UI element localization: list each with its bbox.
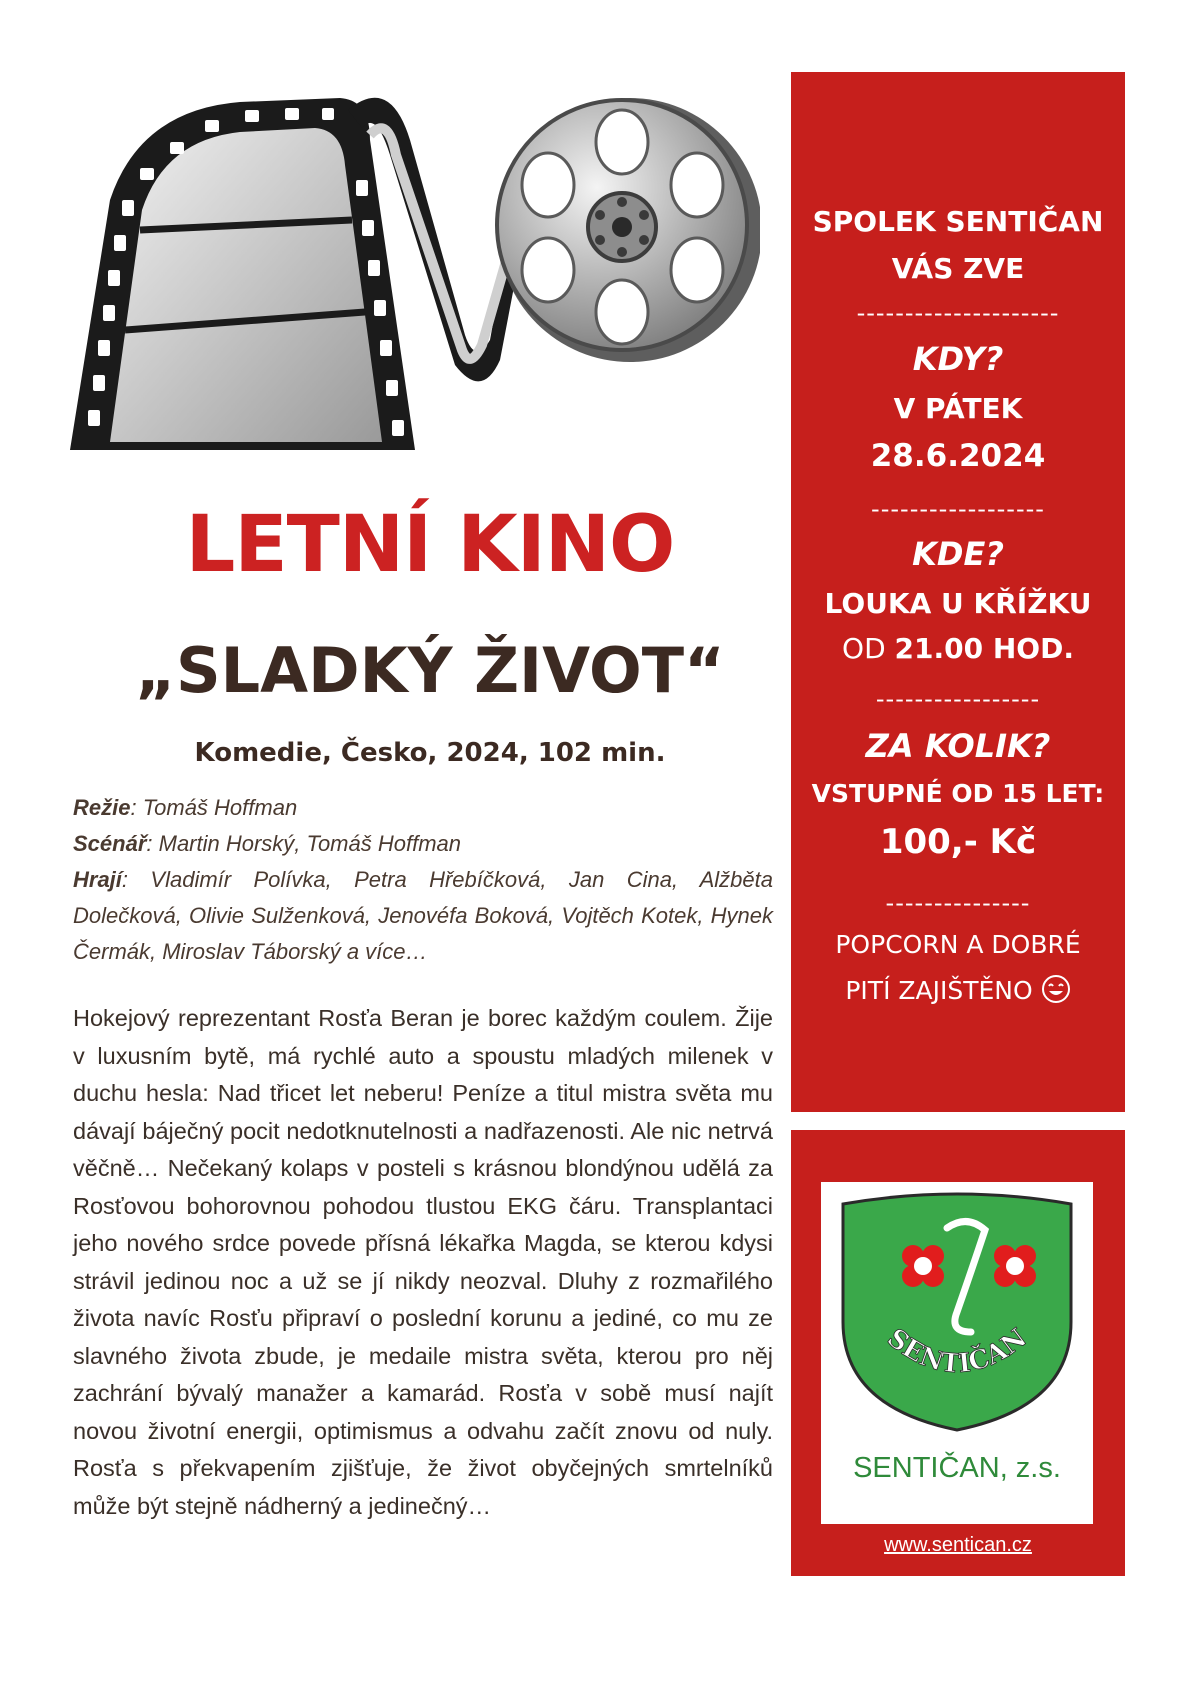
- price-heading: ZA KOLIK?: [865, 727, 1051, 765]
- price-label: VSTUPNÉ OD 15 LET:: [811, 779, 1105, 808]
- price-value: 100,- Kč: [879, 822, 1037, 862]
- event-info-panel: [791, 72, 1125, 1112]
- when-heading: KDY?: [912, 340, 1004, 378]
- extra-line-1: POPCORN A DOBRÉ: [835, 930, 1081, 959]
- where-time-line: [791, 632, 1125, 665]
- separator-2: ------------------: [871, 495, 1045, 523]
- writer-label: Scénář: [73, 831, 147, 856]
- film-title: „SLADKÝ ŽIVOT“: [135, 634, 725, 707]
- cast-line: [73, 862, 773, 970]
- org-name: SENTIČAN, z.s.: [853, 1452, 1061, 1484]
- where-time-prefix: OD: [842, 632, 895, 665]
- when-date: 28.6.2024: [870, 438, 1046, 474]
- emblem-text: SENTIČAN: [881, 1323, 1033, 1380]
- invite-line-1: SPOLEK SENTIČAN: [812, 205, 1104, 238]
- logo-box: [821, 1182, 1093, 1524]
- film-meta: Komedie, Česko, 2024, 102 min.: [194, 738, 666, 768]
- where-place: LOUKA U KŘÍŽKU: [824, 587, 1092, 620]
- event-title: LETNÍ KINO: [185, 500, 675, 590]
- invite-line-2: VÁS ZVE: [891, 252, 1025, 285]
- extra-line-2-wrap: [791, 974, 1125, 1005]
- film-reel-illustration: [70, 80, 760, 450]
- director-line: [73, 790, 773, 826]
- director-label: Režie: [73, 795, 131, 820]
- writer-value: : Martin Horský, Tomáš Hoffman: [146, 831, 461, 856]
- when-day: V PÁTEK: [893, 392, 1023, 425]
- writer-line: [73, 826, 773, 862]
- cast-label: Hrají: [73, 867, 122, 892]
- separator-3: -----------------: [875, 685, 1041, 713]
- sentican-emblem: [821, 1182, 1093, 1442]
- where-heading: KDE?: [912, 535, 1004, 573]
- film-credits: [73, 790, 773, 970]
- director-value: : Tomáš Hoffman: [130, 795, 298, 820]
- separator-1: ---------------------: [856, 299, 1060, 327]
- where-time: 21.00 HOD.: [894, 632, 1074, 665]
- logo-panel: [791, 1130, 1125, 1576]
- smiley-icon: [1041, 974, 1071, 1004]
- website-link[interactable]: www.sentican.cz: [884, 1534, 1032, 1556]
- film-description: Hokejový reprezentant Rosťa Beran je borec každým coulem. Žije v luxusním bytě, má rychlé auto a spoustu mladých milenek v duchu hesla: Nad třicet let neberu! Peníze a titul mistra světa mu dávají báječný pocit nedotknutelnosti a nadřazenosti. Ale nic netrvá věčně… Nečekaný kolaps v posteli s krásnou blondýnou udělá za Rosťovou bohorovnou pohodou tlustou EKG čáru. Transplantaci jeho nového srdce povede přísná lékařka Magda, se kterou kdysi strávil jedinou noc a už se jí nikdy neozval. Dluhy z rozmařilého života navíc Rosťu připraví o poslední korunu a jediné, co mu ze slavného života zbude, je medaile mistra světa, kterou pro něj zachrání bývalý manažer a kamarád. Rosťa v sobě musí najít novou životní energii, optimismus a odvahu začít znovu od nuly. Rosťa s překvapením zjišťuje, že život obyčejných smrtelníků může být stejně nádherný a jedinečný…: [73, 1005, 773, 1519]
- extra-line-2: PITÍ ZAJIŠTĚNO: [845, 976, 1033, 1005]
- separator-4: ---------------: [885, 889, 1031, 917]
- cast-value: : Vladimír Polívka, Petra Hřebíčková, Jan Cina, Alžběta Dolečková, Olivie Sulženková, Jenovéfa Boková, Vojtěch Kotek, Hynek Čermák, Miroslav Táborský a více…: [73, 867, 773, 964]
